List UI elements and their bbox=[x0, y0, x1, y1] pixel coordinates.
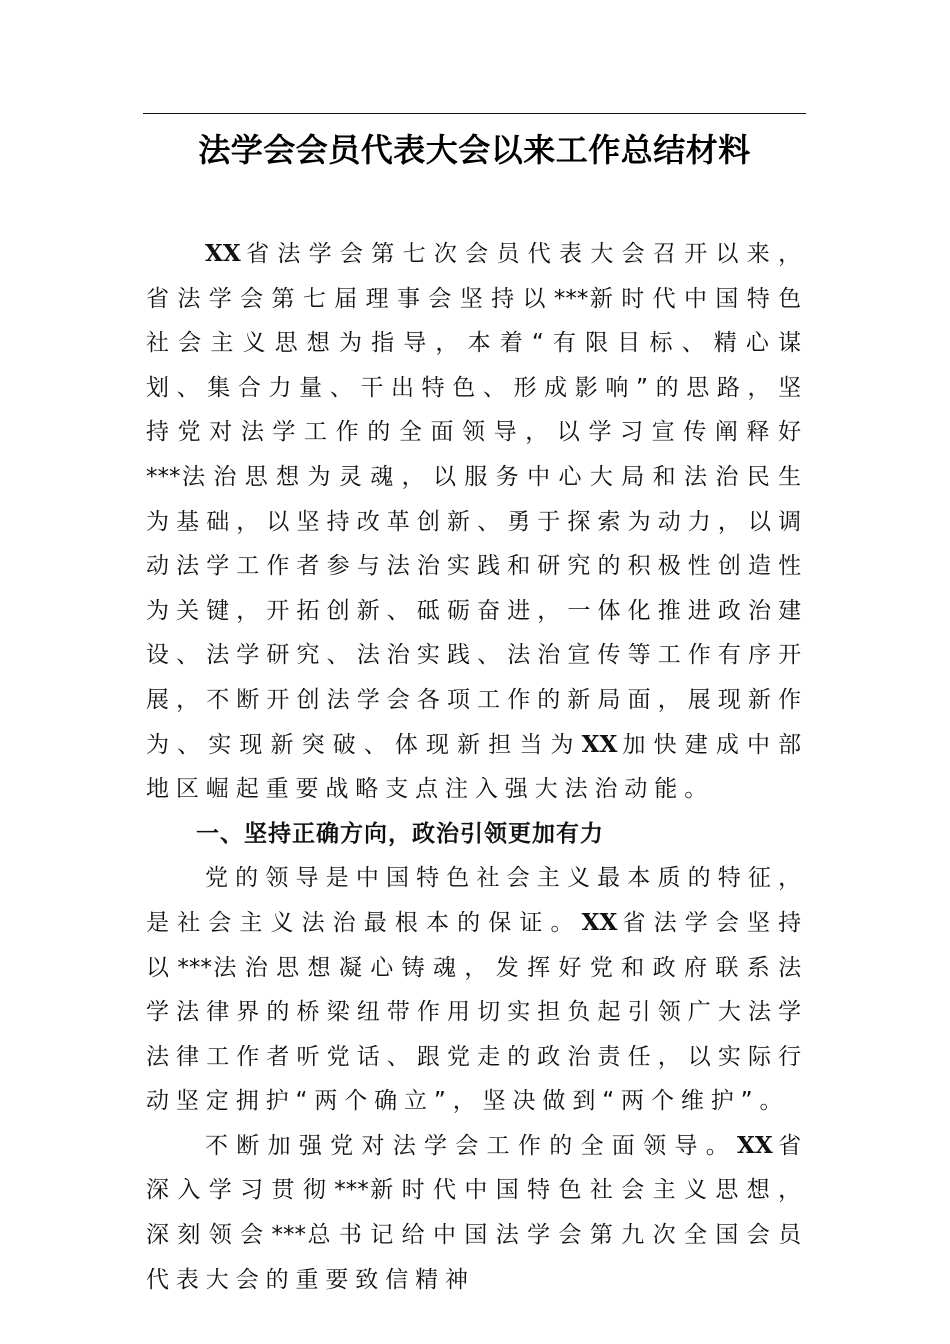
text-run: 法治思想凝心铸魂，发挥好党和政府联系法学法律界的桥梁纽带作用切实担负起引领广大法学法律工作者听党话、跟党走的政治责任，以实际行动坚定拥护“两个确立”，坚决做到“两个维护”。 bbox=[146, 954, 808, 1115]
text-run: 新时代中国特色社会主义思想为指导，本着“有限目标、精心谋划、集合力量、干出特色、形成影响”的思路，坚持党对法学工作的全面领导，以学习宣传阐释好 bbox=[146, 285, 808, 446]
redacted-name: *** bbox=[146, 463, 181, 490]
intro-paragraph bbox=[146, 232, 808, 812]
placeholder-xx: XX bbox=[581, 908, 618, 936]
text-run: 加快建成中部地区崛起重要战略支点注入强大法治动能。 bbox=[146, 731, 808, 803]
placeholder-xx: XX bbox=[737, 1131, 773, 1159]
text-run: 省法学会第七次会员代表大会召开以来，省法学会第七届理事会坚持以 bbox=[146, 241, 808, 312]
text-run: 总书记给中国法学会第九次全国会员代表大会的重要致信精神 bbox=[146, 1222, 808, 1293]
text-run: 一、坚持正确方向，政治引领更加有力 bbox=[196, 820, 604, 847]
redacted-name: *** bbox=[553, 285, 589, 312]
redacted-name: *** bbox=[271, 1222, 306, 1249]
redacted-name: *** bbox=[334, 1177, 369, 1204]
section-1-paragraph-2 bbox=[146, 1124, 808, 1302]
section-1-paragraph-1 bbox=[146, 856, 808, 1124]
text-run: 党的领导是中国特色社会主义最本质的特征，是社会主义法治最根本的保证。 bbox=[146, 865, 808, 936]
placeholder-xx: XX bbox=[581, 730, 618, 758]
header-rule bbox=[143, 113, 806, 114]
redacted-name: *** bbox=[177, 954, 212, 981]
text-run: 新时代中国特色社会主义思想，深刻领会 bbox=[146, 1177, 808, 1249]
text-run: 省深入学习贯彻 bbox=[146, 1132, 808, 1204]
text-run: 法治思想为灵魂，以服务中心大局和法治民生为基础，以坚持改革创新、勇于探索为动力，以调动法学工作者参与法治实践和研究的积极性创造性为关键，开拓创新、砥砺奋进，一体化推进政治建设、法学研究、法治实践、法治宣传等工作有序开展，不断开创法学会各项工作的新局面，展现新作为、实现新突破、体现新担当为 bbox=[146, 463, 808, 758]
text-run: 省法学会坚持以 bbox=[146, 909, 808, 981]
placeholder-xx: XX bbox=[205, 240, 241, 267]
document-body bbox=[146, 232, 808, 1302]
text-run: 不断加强党对法学会工作的全面领导。 bbox=[205, 1132, 737, 1159]
section-heading-1 bbox=[146, 812, 808, 857]
document-title: 法学会会员代表大会以来工作总结材料 bbox=[198, 131, 751, 169]
